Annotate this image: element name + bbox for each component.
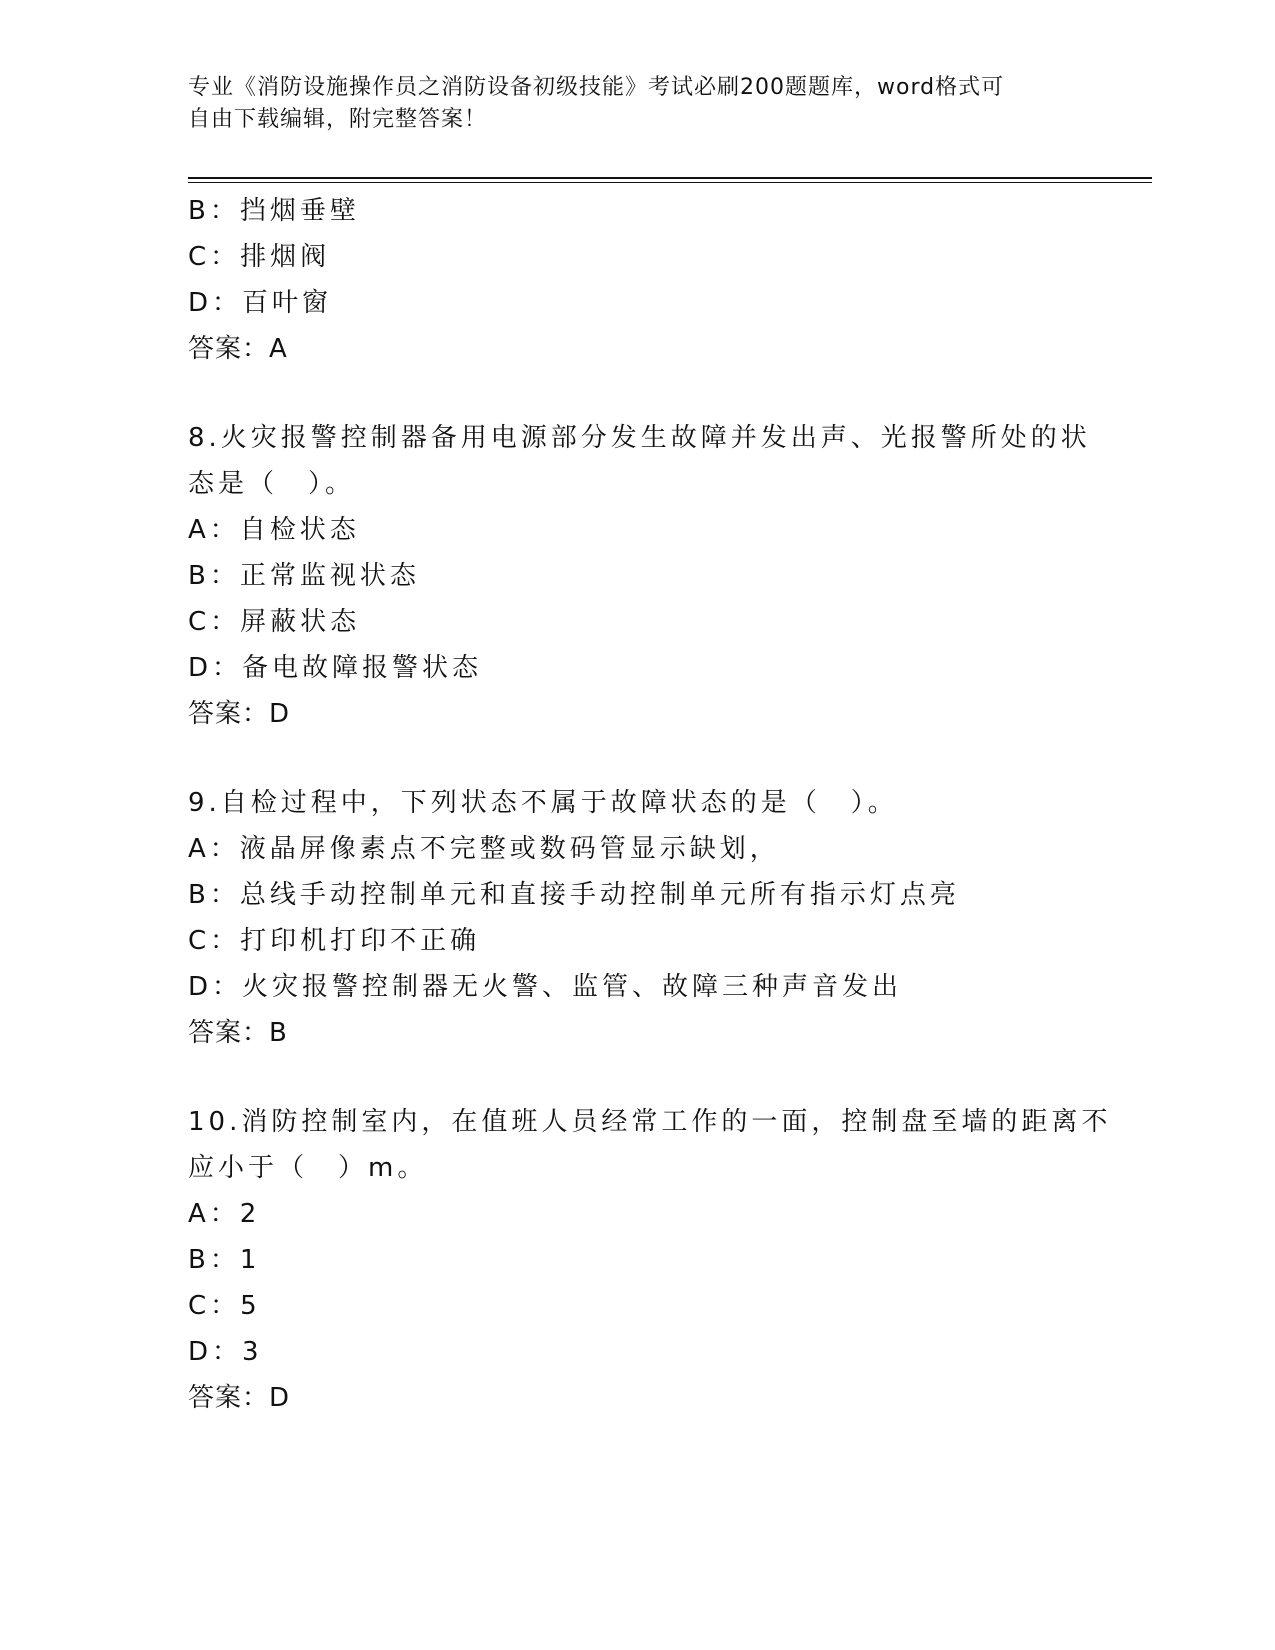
option-d: D：3: [188, 1337, 263, 1367]
answer: 答案：D: [188, 699, 291, 729]
header-divider-thick: [188, 177, 1152, 179]
option-b: B：挡烟垂壁: [188, 196, 360, 226]
answer: 答案：A: [188, 334, 288, 364]
option-a: A：自检状态: [188, 515, 360, 545]
spacer: [188, 737, 1088, 780]
header-divider-thin: [188, 182, 1152, 183]
answer: 答案：B: [188, 1018, 288, 1048]
question-10: [188, 1099, 1112, 1421]
spacer: [188, 372, 1088, 415]
option-b: B：正常监视状态: [188, 561, 420, 591]
option-c: C：打印机打印不正确: [188, 926, 481, 956]
question-stem-line: 态是（ ）。: [188, 469, 356, 499]
option-c: C：屏蔽状态: [188, 607, 361, 637]
question-list: [188, 188, 1112, 1421]
option-d: D：备电故障报警状态: [188, 653, 483, 683]
option-d: D：火灾报警控制器无火警、监管、故障三种声音发出: [188, 972, 903, 1002]
question-8: [188, 415, 1091, 737]
answer: 答案：D: [188, 1383, 291, 1413]
option-d: D：百叶窗: [188, 288, 333, 318]
spacer: [188, 1056, 1088, 1099]
document-header: [188, 72, 1088, 136]
option-a: A：2: [188, 1199, 261, 1229]
question-stem-line: 9.自检过程中，下列状态不属于故障状态的是（ ）。: [188, 788, 898, 818]
question-7-continued: [188, 188, 1088, 372]
header-line-1: 专业《消防设施操作员之消防设备初级技能》考试必刷200题题库，word格式可: [188, 75, 1005, 100]
option-b: B：总线手动控制单元和直接手动控制单元所有指示灯点亮: [188, 880, 960, 910]
question-9: [188, 780, 1088, 1056]
option-a: A：液晶屏像素点不完整或数码管显示缺划，: [188, 834, 780, 864]
option-c: C：5: [188, 1291, 261, 1321]
question-stem-line: 8.火灾报警控制器备用电源部分发生故障并发出声、光报警所处的状: [188, 423, 1091, 453]
question-stem-line: 应小于（ ）m。: [188, 1153, 428, 1183]
option-c: C：排烟阀: [188, 242, 331, 272]
header-line-2: 自由下载编辑，附完整答案！: [188, 107, 488, 132]
option-b: B：1: [188, 1245, 261, 1275]
question-stem-line: 10.消防控制室内，在值班人员经常工作的一面，控制盘至墙的距离不: [188, 1107, 1112, 1137]
